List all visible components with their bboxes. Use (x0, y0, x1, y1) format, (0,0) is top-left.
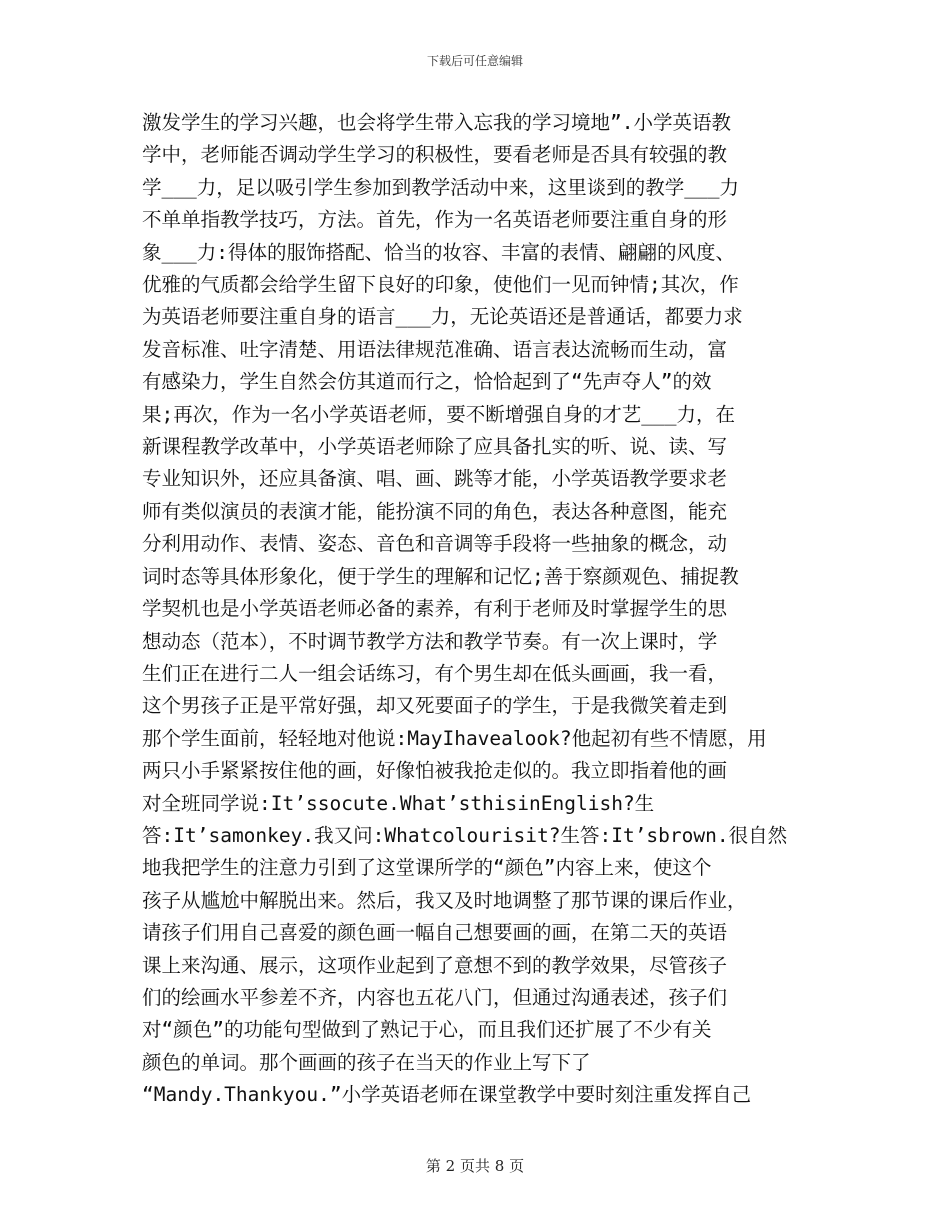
text-line: 孩子从尴尬中解脱出来。然后，我又及时地调整了那节课的课后作业， (142, 888, 747, 912)
text-line: 为英语老师要注重自身的语言___力，无论英语还是普通话，都要力求 (142, 305, 743, 329)
text-line: 词时态等具体形象化，便于学生的理解和记忆;善于察颜观色、捕捉教 (142, 564, 739, 588)
text-line: 这个男孩子正是平常好强，却又死要面子的学生，于是我微笑着走到 (142, 694, 728, 718)
text-line: 颜色的单词。那个画画的孩子在当天的作业上写下了 (142, 1050, 591, 1074)
text-line: 象___力:得体的服饰搭配、恰当的妆容、丰富的表情、翩翩的风度、 (142, 240, 735, 264)
text-line: 对“颜色”的功能句型做到了熟记于心，而且我们还扩展了不少有关 (142, 1018, 712, 1042)
text-line: 两只小手紧紧按住他的画，好像怕被我抢走似的。我立即指着他的画 (142, 759, 728, 783)
text-line: 学中，老师能否调动学生学习的积极性，要看老师是否具有较强的教 (142, 143, 728, 167)
text-line: 不单单指教学技巧，方法。首先，作为一名英语老师要注重自身的形 (142, 208, 728, 232)
text-line: 课上来沟通、展示，这项作业起到了意想不到的教学效果，尽管孩子 (142, 953, 728, 977)
text-line: 专业知识外，还应具备演、唱、画、跳等才能，小学英语教学要求老 (142, 467, 728, 491)
text-line: 地我把学生的注意力引到了这堂课所学的“颜色”内容上来，使这个 (142, 856, 712, 880)
text-line: 对全班同学说:It’ssocute.What’sthisinEnglish?生 (142, 791, 655, 815)
text-line: 分利用动作、表情、姿态、音色和音调等手段将一些抽象的概念，动 (142, 532, 728, 556)
text-line: 学___力，足以吸引学生参加到教学活动中来，这里谈到的教学___力 (142, 175, 739, 199)
text-line: 们的绘画水平参差不齐，内容也五花八门，但通过沟通表述，孩子们 (142, 985, 728, 1009)
text-line: 生们正在进行二人一组会话练习，有个男生却在低头画画，我一看， (142, 661, 728, 685)
text-line: 新课程教学改革中，小学英语老师除了应具备扎实的听、说、读、写 (142, 435, 728, 459)
text-line: 答:It’samonkey.我又问:Whatcolourisit?生答:It’sbrown.很自然 (142, 823, 788, 847)
page-header: 下载后可任意编辑 (426, 54, 523, 68)
text-line: 那个学生面前，轻轻地对他说:MayIhavealook?他起初有些不情愿，用 (142, 726, 767, 750)
text-line: 果;再次，作为一名小学英语老师，要不断增强自身的才艺___力，在 (142, 402, 735, 426)
document-body (142, 107, 810, 1112)
text-line: 学契机也是小学英语老师必备的素养，有利于老师及时掌握学生的思 (142, 597, 728, 621)
page-footer: 第 2 页共 8 页 (425, 1157, 525, 1175)
text-line: 发音标准、吐字清楚、用语法律规范准确、语言表达流畅而生动，富 (142, 337, 728, 361)
text-line: 优雅的气质都会给学生留下良好的印象，使他们一见而钟情;其次，作 (142, 273, 739, 297)
text-line: “Mandy.Thankyou.”小学英语老师在课堂教学中要时刻注重发挥自己 (142, 1083, 752, 1107)
text-line: 激发学生的学习兴趣，也会将学生带入忘我的学习境地”.小学英语教 (142, 111, 731, 134)
text-line: 有感染力，学生自然会仿其道而行之，恰恰起到了“先声夺人”的效 (142, 370, 712, 394)
text-line: 请孩子们用自己喜爱的颜色画一幅自己想要画的画，在第二天的英语 (142, 921, 728, 945)
text-line: 师有类似演员的表演才能，能扮演不同的角色，表达各种意图，能充 (142, 499, 728, 523)
text-line: 想动态（范本），不时调节教学方法和教学节奏。有一次上课时，学 (142, 629, 718, 653)
